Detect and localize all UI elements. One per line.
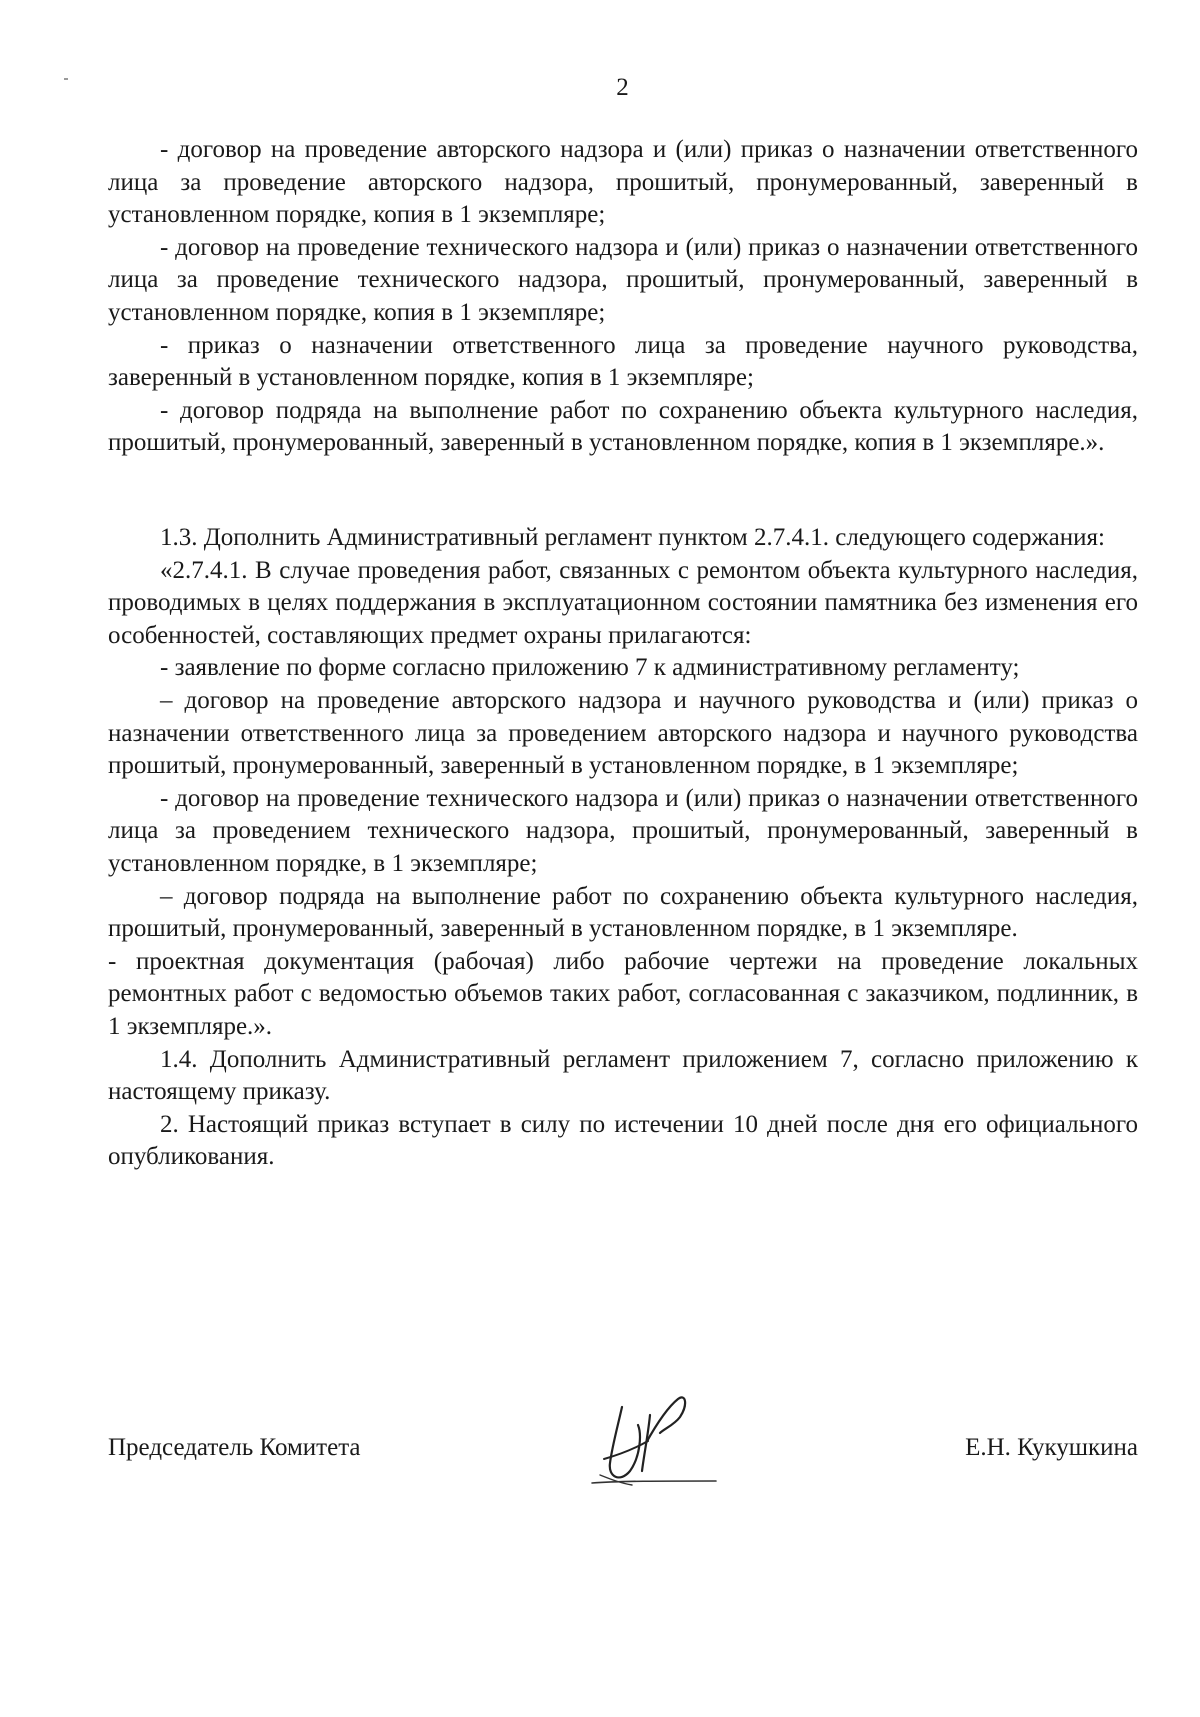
signatory-title: Председатель Комитета [108, 1434, 361, 1461]
clause-1-3: 1.3. Дополнить Административный регламент пунктом 2.7.4.1. следующего содержания: [160, 524, 1105, 551]
continued-list [108, 134, 1138, 460]
signatory-name: Е.Н. Кукушкина [965, 1434, 1138, 1461]
clause-2: 2. Настоящий приказ вступает в силу по истечении 10 дней после дня его официального опубликования. [108, 1110, 1138, 1171]
clause-2-7-4-1: «2.7.4.1. В случае проведения работ, связанных с ремонтом объекта культурного наследия, проводимых в целях поддержания в эксплуатационном состоянии памятника без изменения его особенностей, составляющих предмет охраны прилагаются: [108, 556, 1138, 649]
list-item: - заявление по форме согласно приложению 7 к административному регламенту; [160, 654, 1020, 682]
list-item: - проектная документация (рабочая) либо рабочие чертежи на проведение локальных ремонтных работ с ведомостью объемов таких работ, согласованная с заказчиком, подлинник, в 1 экземпляре.». [108, 947, 1138, 1040]
list-item: – договор на проведение авторского надзора и научного руководства и (или) приказ о назначении ответственного лица за проведением авторского надзора и научного руководства прошитый, пронумерованный, заверенный в установленном порядке, в 1 экземпляре; [108, 686, 1138, 780]
list-item: - приказ о назначении ответственного лица за проведение научного руководства, заверенный в установленном порядке, копия в 1 экземпляре; [108, 331, 1138, 392]
list-item: - договор на проведение авторского надзора и (или) приказ о назначении ответственного лица за проведение авторского надзора, прошитый, пронумерованный, заверенный в установленном порядке, копия в 1 экземпляре; [108, 136, 1138, 229]
amendments-section [108, 522, 1138, 1174]
list-item: - договор подряда на выполнение работ по сохранению объекта культурного наследия, прошитый, пронумерованный, заверенный в установленном порядке, копия в 1 экземпляре.». [108, 396, 1138, 457]
list-item: - договор на проведение технического надзора и (или) приказ о назначении ответственного лица за проведение технического надзора, прошитый, пронумерованный, заверенный в установленном порядке, копия в 1 экземпляре; [108, 233, 1138, 326]
page-number: 2 [616, 74, 629, 101]
list-item: - договор на проведение технического надзора и (или) приказ о назначении ответственного лица за проведением технического надзора, прошитый, пронумерованный, заверенный в установленном порядке, в 1 экземпляре; [108, 784, 1138, 877]
list-item: – договор подряда на выполнение работ по сохранению объекта культурного наследия, прошитый, пронумерованный, заверенный в установленном порядке, в 1 экземпляре. [108, 882, 1138, 943]
handwritten-signature-icon [590, 1385, 720, 1495]
clause-1-4: 1.4. Дополнить Административный регламент приложением 7, согласно приложению к настоящему приказу. [108, 1045, 1138, 1106]
